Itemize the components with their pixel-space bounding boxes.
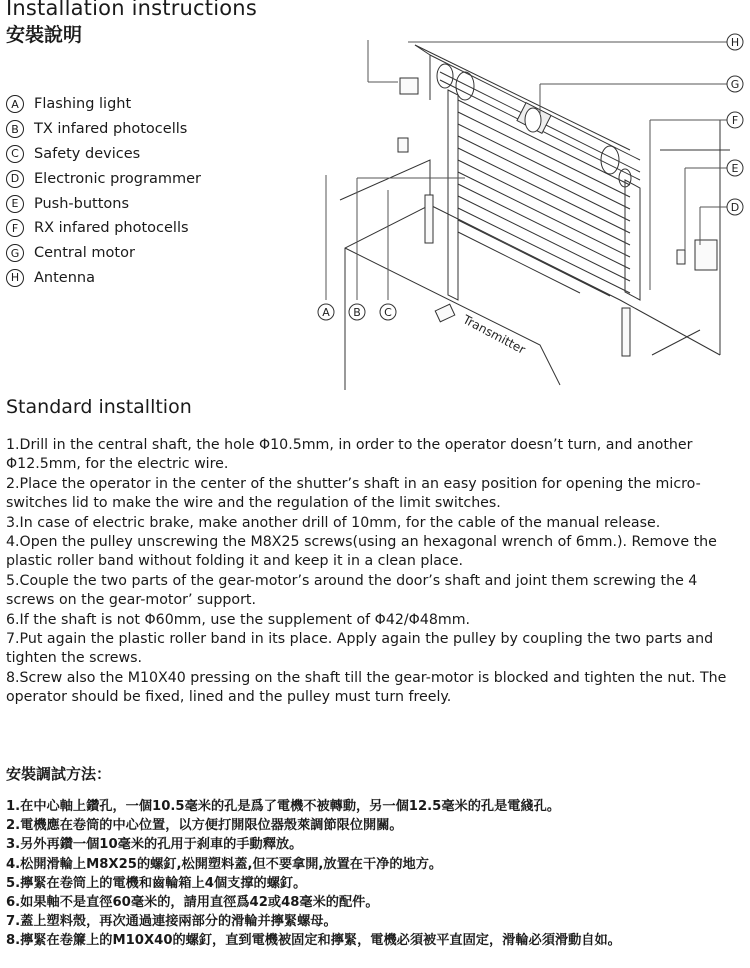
legend-item bbox=[6, 241, 201, 266]
legend-badge: F bbox=[6, 219, 24, 237]
step-text: 5.Couple the two parts of the gear-motor’s around the door’s shaft and joint them screwing the 4 screws on the gear-motor’ support. bbox=[6, 572, 698, 609]
callout-a: A bbox=[322, 306, 330, 319]
step-text: 1.Drill in the central shaft, the hole Φ10.5mm, in order to the operator doesn’t turn, and another Φ12.5mm, for the electric wire. bbox=[6, 437, 693, 473]
callout-d: D bbox=[730, 201, 740, 214]
legend-label: Central motor bbox=[34, 245, 135, 262]
step-text: 3.In case of electric brake, make another drill of 10mm, for the cable of the manual release. bbox=[6, 514, 661, 531]
page-title: Installation instructions bbox=[6, 0, 257, 20]
legend-label: Safety devices bbox=[34, 145, 141, 162]
callouts-right bbox=[727, 34, 743, 215]
step-text-chinese: 3.另外再鑽一個10毫米的孔用于刹車的手動釋放。 bbox=[6, 837, 303, 853]
legend-item bbox=[6, 117, 201, 142]
step-text-chinese: 8.擰緊在卷簾上的M10X40的螺釘，直到電機被固定和擰緊，電機必須被平直固定，滑輪必須滑動自如。 bbox=[6, 933, 621, 949]
legend-badge: D bbox=[6, 170, 24, 188]
legend-item bbox=[6, 191, 201, 216]
legend-label: Flashing light bbox=[34, 96, 132, 113]
standard-installation-steps bbox=[6, 436, 750, 708]
step-text-chinese: 6.如果軸不是直徑60毫米的，請用直徑爲42或48毫米的配件。 bbox=[6, 895, 379, 911]
component-legend bbox=[6, 92, 201, 290]
transmitter-label: Transmitter bbox=[460, 312, 528, 357]
step-text: 8.Screw also the M10X40 pressing on the shaft till the gear-motor is blocked and tighten the nut. The operator should be fixed, lined and the pulley must turn freely. bbox=[6, 669, 727, 706]
legend-label: TX infared photocells bbox=[34, 121, 188, 138]
step-text-chinese: 2.電機應在卷筒的中心位置，以方便打開限位器殼萊調節限位開關。 bbox=[6, 818, 403, 834]
legend-badge: E bbox=[6, 195, 24, 213]
legend-label: Electronic programmer bbox=[34, 170, 201, 187]
legend-item bbox=[6, 92, 201, 117]
page-title-chinese: 安裝說明 bbox=[6, 24, 83, 46]
step-text-chinese: 7.蓋上塑料殼，再次通過連接兩部分的滑輪并擰緊螺母。 bbox=[6, 914, 337, 930]
callout-g: G bbox=[730, 78, 740, 91]
legend-badge: C bbox=[6, 145, 24, 163]
chinese-installation-heading: 安裝調試方法： bbox=[6, 765, 112, 783]
callouts-bottom bbox=[318, 304, 396, 320]
step-text: 7.Put again the plastic roller band in its place. Apply again the pulley by coupling the two parts and tighten the screws. bbox=[6, 631, 714, 667]
legend-item bbox=[6, 216, 201, 241]
step-text-chinese: 4.松開滑輪上M8X25的螺釘,松開塑料蓋,但不要拿開,放置在干净的地方。 bbox=[6, 856, 443, 872]
step-text: 6.If the shaft is not Φ60mm, use the supplement of Φ42/Φ48mm. bbox=[6, 611, 471, 628]
step-text-chinese: 5.擰緊在卷筒上的電機和齒輪箱上4個支撑的螺釘。 bbox=[6, 875, 307, 891]
legend-badge: H bbox=[6, 269, 24, 287]
legend-badge: G bbox=[6, 244, 24, 262]
step-text-chinese: 1.在中心軸上鑽孔，一個10.5毫米的孔是爲了電機不被轉動，另一個12.5毫米的孔是電綫孔。 bbox=[6, 799, 561, 814]
callout-f: F bbox=[731, 114, 739, 127]
room-outline bbox=[340, 120, 730, 390]
legend-item bbox=[6, 266, 201, 291]
legend-badge: B bbox=[6, 120, 24, 138]
legend-badge: A bbox=[6, 95, 24, 113]
callout-e: E bbox=[731, 162, 739, 175]
chinese-installation-steps bbox=[6, 797, 750, 951]
standard-installation-heading: Standard installtion bbox=[6, 396, 192, 418]
callout-h: H bbox=[730, 36, 740, 49]
legend-label: RX infared photocells bbox=[34, 220, 189, 237]
installation-diagram bbox=[300, 30, 750, 390]
callout-c: C bbox=[384, 306, 392, 319]
legend-item bbox=[6, 166, 201, 191]
step-text: 2.Place the operator in the center of the shutter’s shaft in an easy position for opening the micro-switches lid to make the wire and the regulation of the limit switches. bbox=[6, 475, 701, 512]
shaft-and-motor bbox=[437, 64, 640, 187]
step-text: 4.Open the pulley unscrewing the M8X25 screws(using an hexagonal wrench of 6mm.). Remove the plastic roller band without folding it and keep it in a clean place. bbox=[6, 534, 717, 570]
callout-b: B bbox=[353, 306, 361, 319]
legend-label: Push-buttons bbox=[34, 195, 130, 212]
legend-item bbox=[6, 142, 201, 167]
legend-label: Antenna bbox=[34, 269, 95, 286]
